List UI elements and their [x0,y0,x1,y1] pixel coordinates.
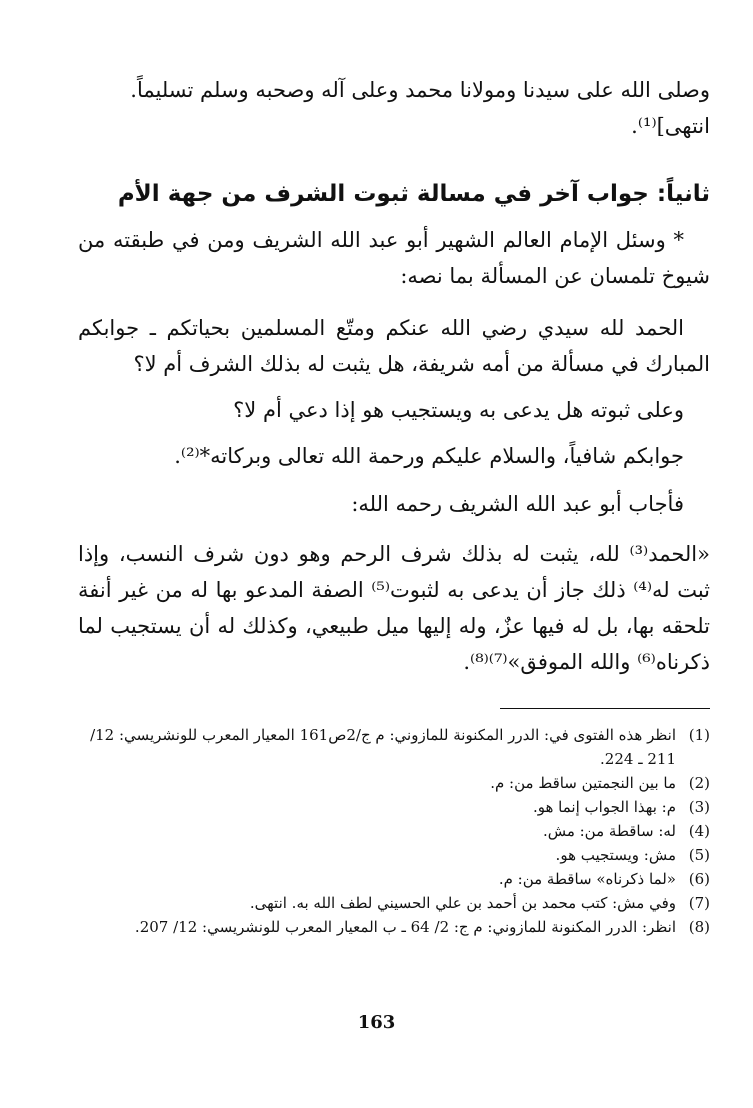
answer-text: «الحمد⁽³⁾ لله، يثبت له بذلك شرف الرحم وهو دون شرف النسب، وإذا ثبت له⁽⁴⁾ ذلك جاز أن يدعى به لثبوت⁽⁵⁾ الصفة المدعو بها له من غير أنفة تلحقه بها، بل له فيها عزٌ، وله إليها ميل طبيعي، وكذلك له أن يستجيب لما ذكرناه⁽⁶⁾ والله الموفق»⁽⁷⁾⁽⁸⁾. [78,542,710,674]
question-text-2: وعلى ثبوته هل يدعى به ويستجيب هو إذا دعي أم لا؟ [233,398,684,422]
footnote-number: (8) [688,918,710,936]
footnote-text: له: ساقطة من: مش. [542,822,676,840]
question-close: جوابكم شافياً، والسلام عليكم ورحمة الله تعالى وبركاته*⁽²⁾. [174,444,684,468]
footnote [78,723,710,771]
footnote [78,771,710,795]
footnote [78,795,710,819]
footnote-number: (3) [688,798,710,816]
closing-line: وصلى الله على سيدنا ومولانا محمد وعلى آله وصحبه وسلم تسليماً. [130,78,710,102]
question-text: الحمد لله سيدي رضي الله عنكم ومتّع المسلمين بحياتكم ـ جوابكم المبارك في مسألة من أمه شريفة، هل يثبت له بذلك الشرف أم لا؟ [78,316,710,376]
footnote-text: انظر: الدرر المكنونة للمازوني: م ج: 2/ 64 ـ ب المعيار المعرب للونشريسي: 12/ 207. [134,918,676,936]
footnote-number: (5) [688,846,710,864]
footnote-number: (2) [688,774,710,792]
footnote-number: (6) [688,870,710,888]
footnote-text: وفي مش: كتب محمد بن أحمد بن علي الحسيني لطف الله به. انتهى. [249,894,676,912]
footnote-text: انظر هذه الفتوى في: الدرر المكنونة للمازوني: م ج/2ص161 المعيار المعرب للونشريسي: 12/ 211 ـ 224. [90,726,676,768]
footnote-text: مش: ويستجيب هو. [555,846,676,864]
footnote-number: (1) [688,726,710,744]
footnote [78,819,710,843]
question-intro: * وسئل الإمام العالم الشهير أبو عبد الله الشريف ومن في طبقته من شيوخ تلمسان عن المسألة بما نصه: [78,228,710,288]
footnote [78,867,710,891]
footnote-text: م: بهذا الجواب إنما هو. [532,798,676,816]
footnote-number: (4) [688,822,710,840]
footnote-number: (7) [688,894,710,912]
footnote [78,891,710,915]
page-body [78,66,710,939]
footnote-divider [500,708,710,709]
section-title: ثانياً: جواب آخر في مسالة ثبوت الشرف من جهة الأم [117,181,710,207]
closing-line-end: انتهى]⁽¹⁾. [631,114,710,138]
footnote [78,843,710,867]
answer-intro: فأجاب أبو عبد الله الشريف رحمه الله: [351,492,684,516]
footnote-text: «لما ذكرناه» ساقطة من: م. [498,870,676,888]
footnotes [78,723,710,939]
page-number: 163 [357,1012,396,1033]
footnote [78,915,710,939]
footnote-text: ما بين النجمتين ساقط من: م. [490,774,676,792]
